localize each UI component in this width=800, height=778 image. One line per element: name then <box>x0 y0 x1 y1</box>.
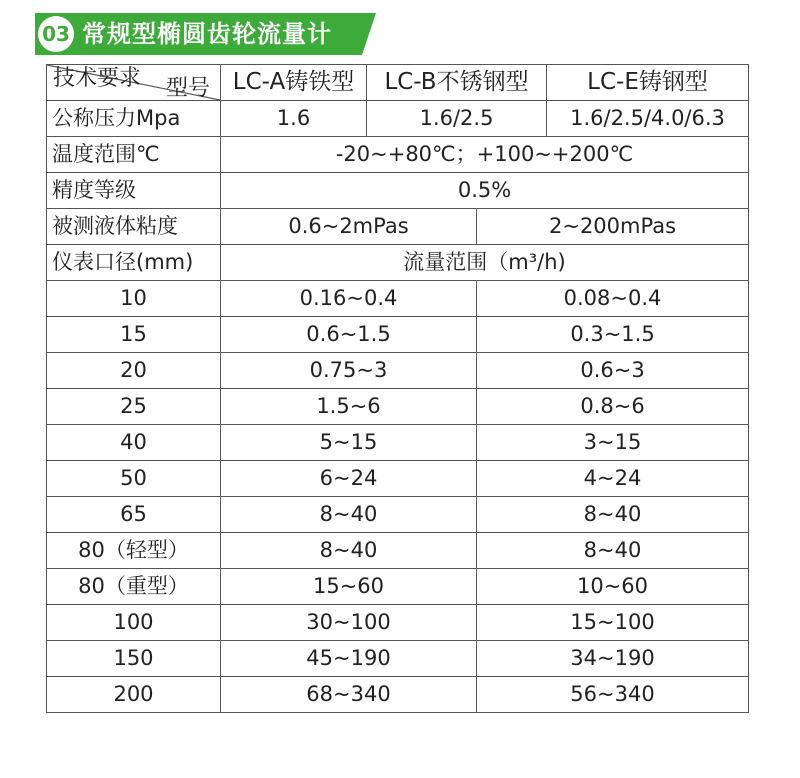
spec-table <box>46 64 749 713</box>
flow-range-low-viscosity: 0.6~1.5 <box>221 317 477 353</box>
section-title: 常规型椭圆齿轮流量计 <box>82 20 332 48</box>
viscosity-label: 被测液体粘度 <box>47 209 221 245</box>
temperature-value: -20~+80℃；+100~+200℃ <box>221 137 749 173</box>
accuracy-value: 0.5% <box>221 173 749 209</box>
flow-range-low-viscosity: 30~100 <box>221 605 477 641</box>
bore-size: 40 <box>47 425 221 461</box>
title-banner-tail <box>362 13 376 55</box>
flow-row <box>47 497 749 533</box>
flow-range-low-viscosity: 5~15 <box>221 425 477 461</box>
flow-row <box>47 281 749 317</box>
pressure-lc-a: 1.6 <box>221 101 367 137</box>
flow-range-low-viscosity: 6~24 <box>221 461 477 497</box>
flow-range-low-viscosity: 45~190 <box>221 641 477 677</box>
pressure-row <box>47 101 749 137</box>
pressure-label: 公称压力Mpa <box>47 101 221 137</box>
header-row <box>47 65 749 101</box>
flow-range-low-viscosity: 1.5~6 <box>221 389 477 425</box>
bore-size: 15 <box>47 317 221 353</box>
bore-size: 20 <box>47 353 221 389</box>
flow-row <box>47 317 749 353</box>
bore-size: 10 <box>47 281 221 317</box>
flow-range-high-viscosity: 8~40 <box>477 497 749 533</box>
bore-size: 65 <box>47 497 221 533</box>
flow-range-high-viscosity: 0.3~1.5 <box>477 317 749 353</box>
flow-range-low-viscosity: 15~60 <box>221 569 477 605</box>
flow-range-low-viscosity: 0.75~3 <box>221 353 477 389</box>
bore-size: 200 <box>47 677 221 713</box>
flow-range-high-viscosity: 8~40 <box>477 533 749 569</box>
bore-size: 80（轻型） <box>47 533 221 569</box>
bore-size: 25 <box>47 389 221 425</box>
viscosity-low: 0.6~2mPas <box>221 209 477 245</box>
flow-row <box>47 461 749 497</box>
viscosity-row <box>47 209 749 245</box>
model-lc-a: LC-A铸铁型 <box>221 65 367 101</box>
flow-range-low-viscosity: 8~40 <box>221 533 477 569</box>
viscosity-high: 2~200mPas <box>477 209 749 245</box>
flow-row <box>47 425 749 461</box>
flow-row <box>47 389 749 425</box>
flow-row <box>47 677 749 713</box>
accuracy-row <box>47 173 749 209</box>
accuracy-label: 精度等级 <box>47 173 221 209</box>
pressure-lc-e: 1.6/2.5/4.0/6.3 <box>547 101 749 137</box>
model-lc-b: LC-B不锈钢型 <box>367 65 547 101</box>
flow-range-high-viscosity: 0.6~3 <box>477 353 749 389</box>
flow-range-low-viscosity: 0.16~0.4 <box>221 281 477 317</box>
bore-size: 80（重型） <box>47 569 221 605</box>
flow-range-high-viscosity: 56~340 <box>477 677 749 713</box>
flow-range-high-viscosity: 3~15 <box>477 425 749 461</box>
bore-size: 100 <box>47 605 221 641</box>
corner-model-label: 型号 <box>165 76 210 101</box>
corner-spec-label: 技术要求 <box>53 66 142 91</box>
corner-cell <box>47 65 221 101</box>
pressure-lc-b: 1.6/2.5 <box>367 101 547 137</box>
flow-row <box>47 353 749 389</box>
diameter-label: 仪表口径(mm) <box>47 245 221 281</box>
flow-row <box>47 641 749 677</box>
flow-range-low-viscosity: 8~40 <box>221 497 477 533</box>
flow-range-high-viscosity: 4~24 <box>477 461 749 497</box>
flow-range-high-viscosity: 10~60 <box>477 569 749 605</box>
section-number-badge: 03 <box>38 16 74 52</box>
flow-range-high-viscosity: 15~100 <box>477 605 749 641</box>
diameter-header-row <box>47 245 749 281</box>
temperature-label: 温度范围℃ <box>47 137 221 173</box>
flow-range-low-viscosity: 68~340 <box>221 677 477 713</box>
bore-size: 150 <box>47 641 221 677</box>
flow-range-high-viscosity: 34~190 <box>477 641 749 677</box>
model-lc-e: LC-E铸钢型 <box>547 65 749 101</box>
flow-row <box>47 605 749 641</box>
flow-range-high-viscosity: 0.8~6 <box>477 389 749 425</box>
bore-size: 50 <box>47 461 221 497</box>
flow-row <box>47 533 749 569</box>
flow-range-high-viscosity: 0.08~0.4 <box>477 281 749 317</box>
flow-range-header: 流量范围（m³/h) <box>221 245 749 281</box>
temperature-row <box>47 137 749 173</box>
flow-row <box>47 569 749 605</box>
